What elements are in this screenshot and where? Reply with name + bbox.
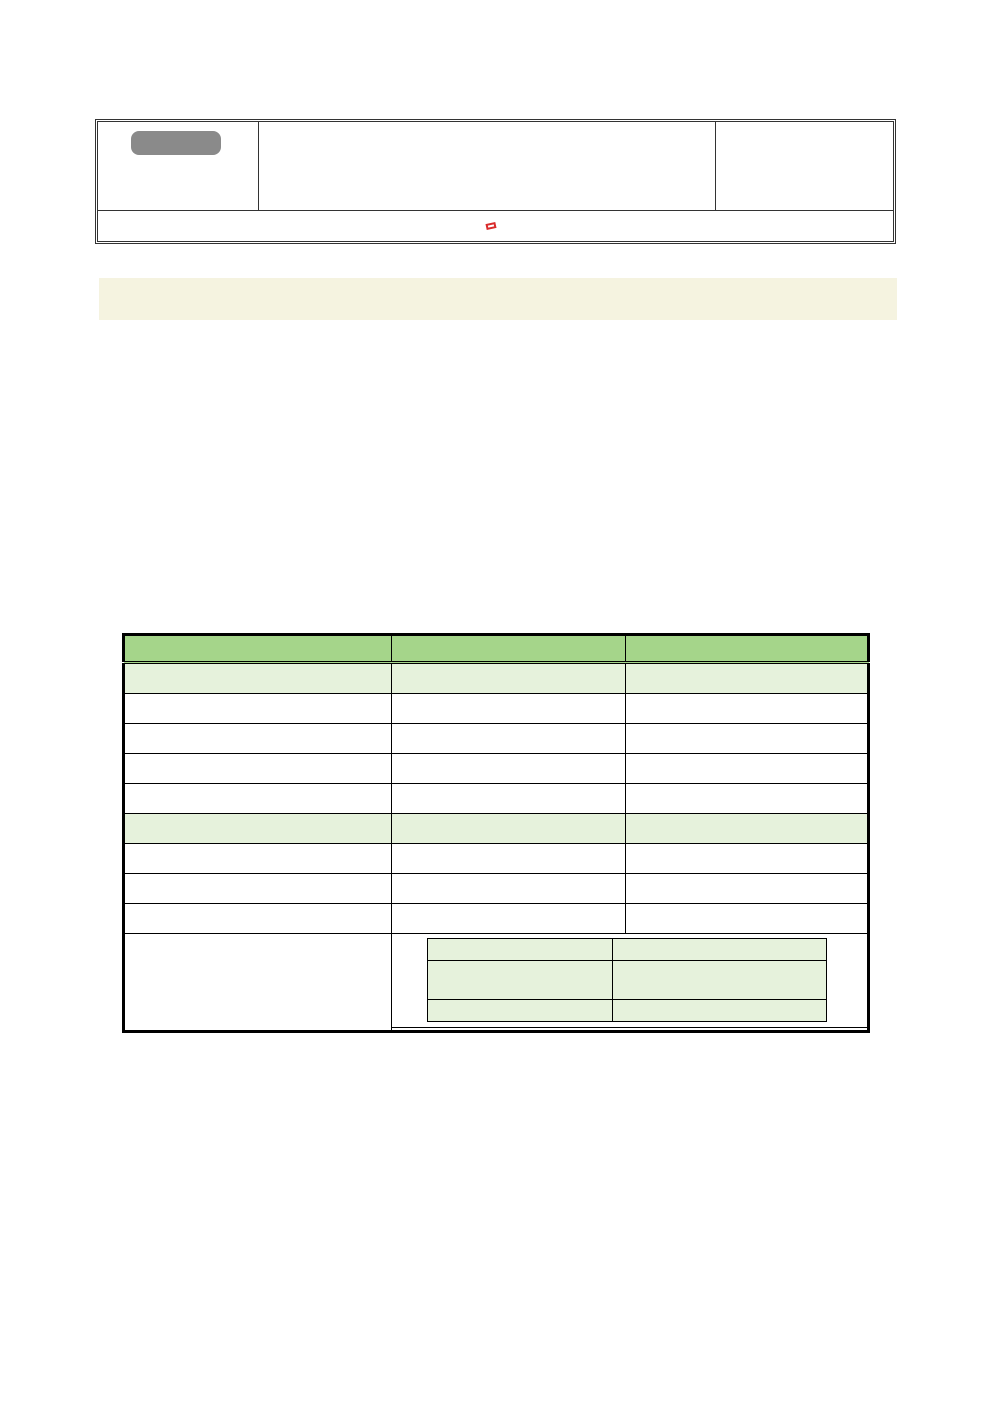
period-minutes	[626, 844, 869, 874]
header-top-row	[98, 122, 893, 211]
period-time	[392, 844, 626, 874]
school-motto	[98, 122, 259, 210]
column-header	[392, 635, 626, 663]
period-name	[124, 724, 392, 754]
newsletter-header	[95, 119, 896, 244]
cleaning-cell	[392, 934, 869, 1032]
period-time	[392, 694, 626, 724]
schedule-table	[122, 633, 870, 1033]
table-header-row	[124, 635, 869, 663]
cleaning-item	[428, 1000, 827, 1022]
period-name	[124, 694, 392, 724]
department-info	[715, 122, 896, 210]
period-minutes	[626, 663, 869, 694]
period-minutes	[626, 814, 869, 844]
innovation-school-badge	[485, 222, 496, 230]
period-time	[392, 784, 626, 814]
period-time	[392, 904, 626, 934]
cleaning-table	[427, 938, 827, 1022]
banner-color-bar-top	[99, 270, 897, 278]
period-minutes	[626, 724, 869, 754]
notice-title	[99, 278, 897, 320]
column-header	[124, 635, 392, 663]
notice-banner	[99, 270, 897, 329]
banner-color-bar-bottom	[99, 320, 897, 329]
period-time	[392, 814, 626, 844]
period-time	[392, 754, 626, 784]
cleaning-time	[613, 1000, 827, 1022]
period-time	[392, 874, 626, 904]
period-name	[124, 663, 392, 694]
motto-tag	[131, 131, 221, 155]
cleaning-time	[613, 939, 827, 961]
table-row	[124, 814, 869, 844]
cleaning-row	[124, 934, 869, 1032]
cleaning-label	[124, 934, 392, 1032]
period-name	[124, 754, 392, 784]
cleaning-day	[428, 961, 613, 1000]
period-minutes	[626, 754, 869, 784]
period-name	[124, 904, 392, 934]
cleaning-time	[613, 961, 827, 1000]
period-time	[392, 663, 626, 694]
period-name	[124, 814, 392, 844]
period-time	[392, 724, 626, 754]
period-name	[124, 844, 392, 874]
cleaning-day	[428, 1000, 613, 1022]
period-name	[124, 874, 392, 904]
table-row	[124, 874, 869, 904]
period-minutes	[626, 874, 869, 904]
table-row	[124, 844, 869, 874]
school-slogan	[98, 210, 893, 241]
table-row	[124, 754, 869, 784]
period-minutes	[626, 784, 869, 814]
table-row	[124, 694, 869, 724]
table-row	[124, 724, 869, 754]
column-header	[626, 635, 869, 663]
period-minutes	[626, 694, 869, 724]
period-name	[124, 784, 392, 814]
newsletter-title	[259, 122, 715, 210]
cleaning-day	[428, 939, 613, 961]
table-row	[124, 784, 869, 814]
cleaning-item	[428, 961, 827, 1000]
period-minutes	[626, 904, 869, 934]
table-row	[124, 904, 869, 934]
table-row	[124, 663, 869, 694]
cleaning-item	[428, 939, 827, 961]
schedule-footnote	[392, 1027, 867, 1030]
